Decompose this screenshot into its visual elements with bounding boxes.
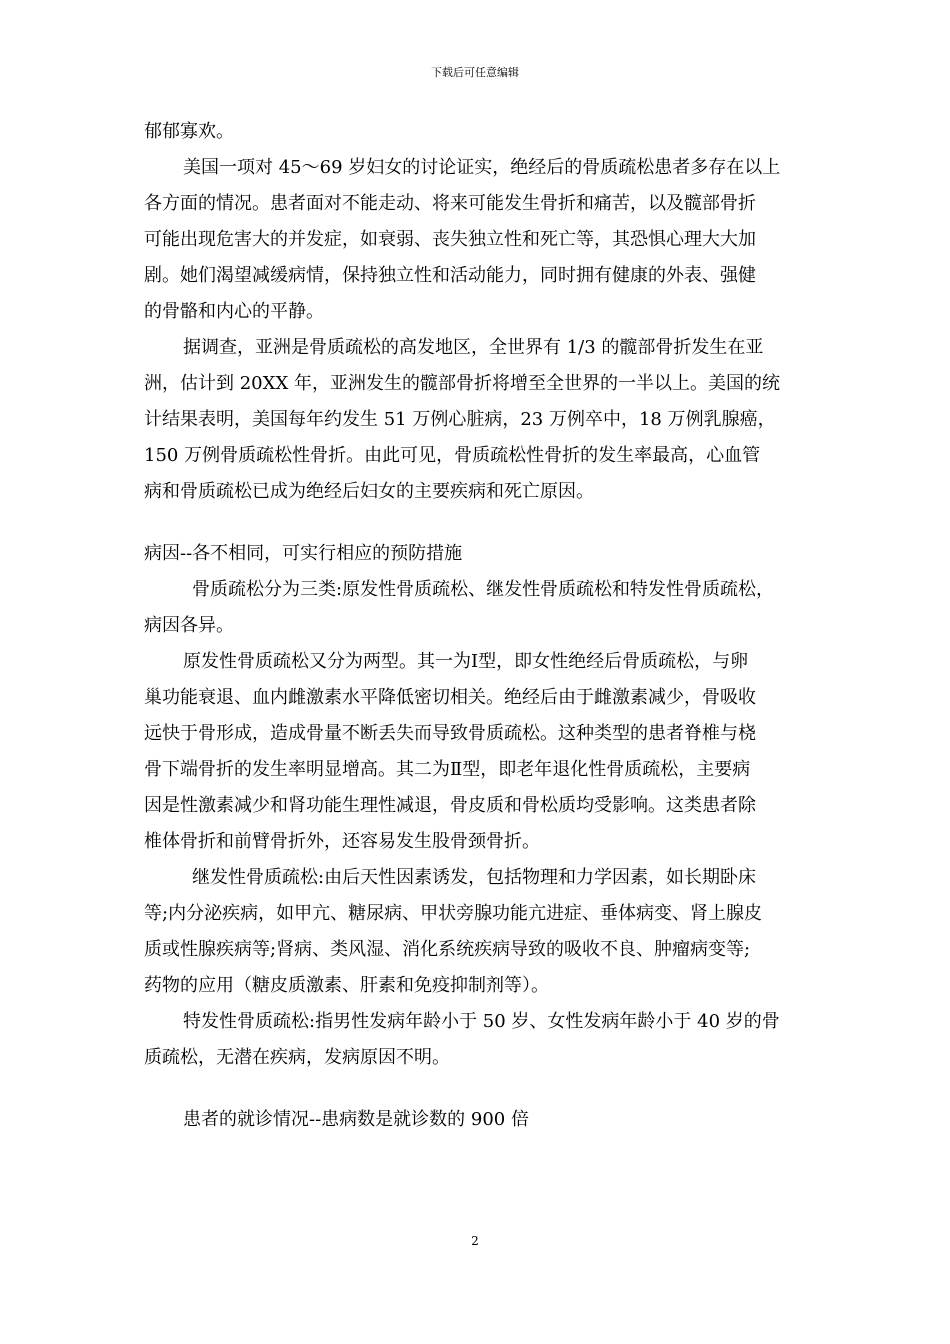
text-line: 等;内分泌疾病，如甲亢、糖尿病、甲状旁腺功能亢进症、垂体病变、肾上腺皮	[144, 903, 763, 924]
text-line: 药物的应用（糖皮质激素、肝素和免疫抑制剂等）。	[144, 975, 549, 996]
text-line: 洲，估计到 20XX 年，亚洲发生的髋部骨折将增至全世界的一半以上。美国的统	[144, 373, 780, 394]
text-line: 骨质疏松分为三类:原发性骨质疏松、继发性骨质疏松和特发性骨质疏松，	[192, 579, 775, 600]
paragraph-secondary-type	[144, 860, 816, 1004]
text-line: 质疏松，无潜在疾病，发病原因不明。	[144, 1047, 450, 1068]
text-line: 原发性骨质疏松又分为两型。其一为Ⅰ型，即女性绝经后骨质疏松，与卵	[183, 651, 749, 672]
paragraph-idiopathic-type	[144, 1004, 816, 1076]
text-line: 质或性腺疾病等;肾病、类风湿、消化系统疾病导致的吸收不良、肿瘤病变等;	[144, 939, 751, 960]
text-line: 的骨骼和内心的平静。	[144, 301, 324, 322]
text-line: 因是性激素减少和肾功能生理性减退，骨皮质和骨松质均受影响。这类患者除	[144, 795, 756, 816]
spacer	[144, 510, 816, 536]
paragraph-us-study	[144, 150, 816, 330]
text-line: 可能出现危害大的并发症，如衰弱、丧失独立性和死亡等，其恐惧心理大大加	[144, 229, 756, 250]
paragraph-three-types	[144, 572, 816, 644]
text-line: 椎体骨折和前臂骨折外，还容易发生股骨颈骨折。	[144, 831, 540, 852]
document-body	[144, 114, 816, 1138]
section-heading-visits: 患者的就诊情况--患病数是就诊数的 900 倍	[183, 1109, 529, 1130]
text-line: 病和骨质疏松已成为绝经后妇女的主要疾病和死亡原因。	[144, 481, 594, 502]
spacer	[144, 1076, 816, 1102]
text-line: 美国一项对 45～69 岁妇女的讨论证实，绝经后的骨质疏松患者多存在以上	[183, 157, 781, 178]
page-header: 下载后可任意编辑	[431, 66, 519, 79]
text-line: 各方面的情况。患者面对不能走动、将来可能发生骨折和痛苦，以及髋部骨折	[144, 193, 756, 214]
paragraph-asia-survey	[144, 330, 816, 510]
text-line: 继发性骨质疏松:由后天性因素诱发，包括物理和力学因素，如长期卧床	[192, 867, 757, 888]
text-line: 特发性骨质疏松:指男性发病年龄小于 50 岁、女性发病年龄小于 40 岁的骨	[183, 1011, 780, 1032]
paragraph-primary-type	[144, 644, 816, 860]
text-line: 150 万例骨质疏松性骨折。由此可见，骨质疏松性骨折的发生率最高，心血管	[144, 445, 761, 466]
text-line: 计结果表明，美国每年约发生 51 万例心脏病，23 万例卒中，18 万例乳腺癌，	[144, 409, 776, 430]
text-line: 远快于骨形成，造成骨量不断丢失而导致骨质疏松。这种类型的患者脊椎与桡	[144, 723, 756, 744]
text-line: 病因各异。	[144, 615, 234, 636]
section-heading-causes: 病因--各不相同，可实行相应的预防措施	[144, 543, 463, 564]
text-line: 据调查，亚洲是骨质疏松的高发地区，全世界有 1/3 的髋部骨折发生在亚	[183, 337, 764, 358]
page-number: 2	[471, 1234, 479, 1248]
text-line: 巢功能衰退、血内雌激素水平降低密切相关。绝经后由于雌激素减少，骨吸收	[144, 687, 756, 708]
text-line: 剧。她们渴望减缓病情，保持独立性和活动能力，同时拥有健康的外表、强健	[144, 265, 756, 286]
text-line: 郁郁寡欢。	[144, 121, 234, 142]
text-line: 骨下端骨折的发生率明显增高。其二为Ⅱ型，即老年退化性骨质疏松，主要病	[144, 759, 751, 780]
